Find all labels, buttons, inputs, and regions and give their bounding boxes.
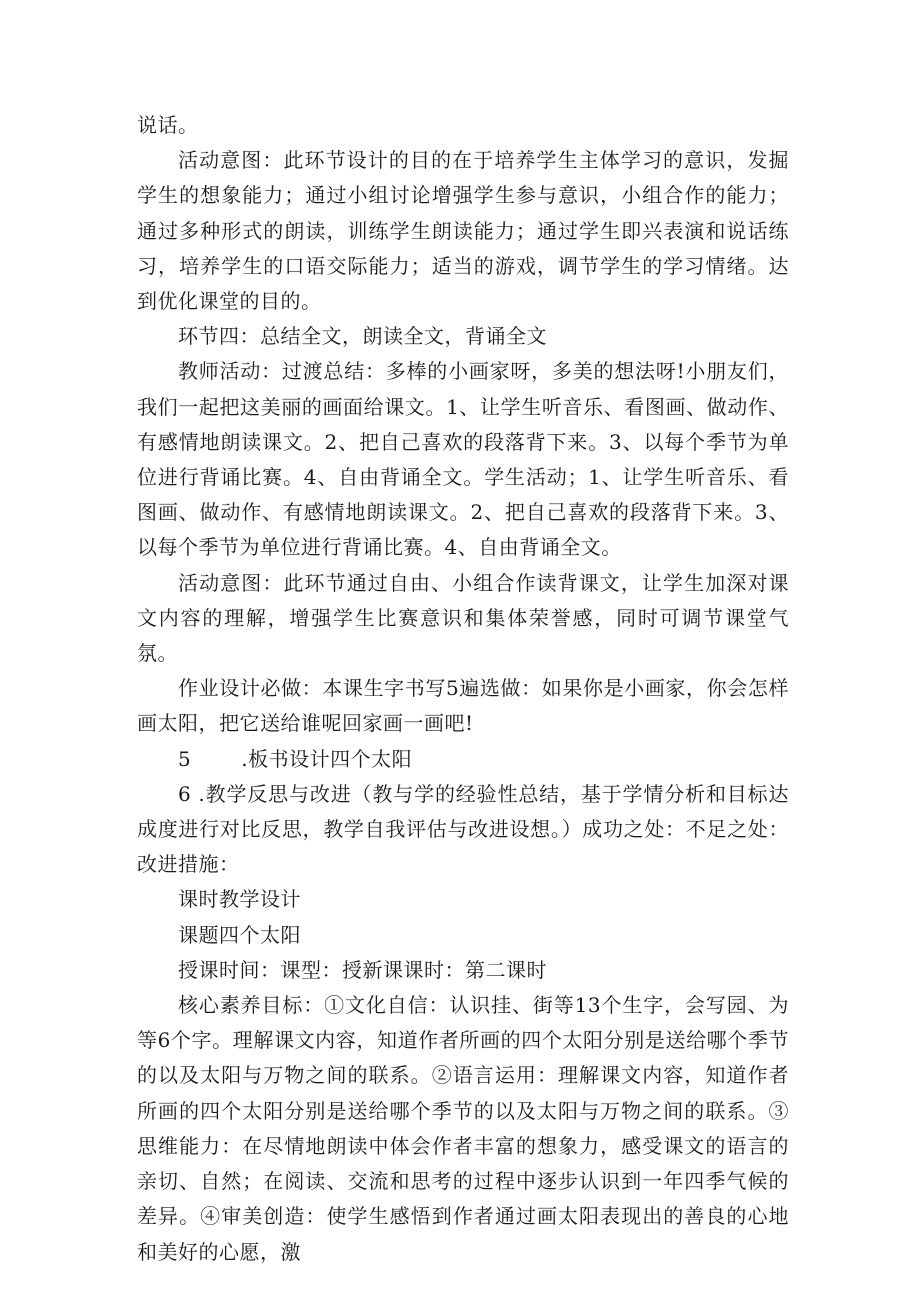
paragraph-lesson-time: 授课时间：课型：授新课课时：第二课时 [178,957,547,982]
paragraph-continuation: 说话。 [137,113,199,137]
list-number: 5 [178,746,192,771]
paragraph-homework: 作业设计必做：本课生字书写5遍选做：如果你是小画家，你会怎样画太阳，把它送给谁呢回家画一画吧! [137,676,789,736]
paragraph-activity-intent: 活动意图：此环节设计的目的在于培养学生主体学习的意识，发掘学生的想象能力；通过小组讨论增强学生参与意识，小组合作的能力；通过多种形式的朗读，训练学生朗读能力；通过学生即兴表演和说话练习，培养学生的口语交际能力；适当的游戏，调节学生的学习情绪。达到优化课堂的目的。 [137,148,789,314]
paragraph-activity-intent-2: 活动意图：此环节通过自由、小组合作读背课文，让学生加深对课文内容的理解，增强学生比赛意识和集体荣誉感，同时可调节课堂气氛。 [137,570,789,666]
paragraph-section-four-heading: 环节四：总结全文，朗读全文，背诵全文 [178,324,547,349]
paragraph-teacher-activity: 教师活动：过渡总结：多棒的小画家呀，多美的想法呀!小朋友们，我们一起把这美丽的画面给课文。1、让学生听音乐、看图画、做动作、有感情地朗读课文。2、把自己喜欢的段落背下来。3、以每个季节为单位进行背诵比赛。4、自由背诵全文。学生活动；1、让学生听音乐、看图画、做动作、有感情地朗读课文。2、把自己喜欢的段落背下来。3、以每个季节为单位进行背诵比赛。4、自由背诵全文。 [137,359,789,560]
paragraph-core-goals: 核心素养目标：①文化自信：认识挂、街等13个生字，会写园、为等6个字。理解课文内容，知道作者所画的四个太阳分别是送给哪个季节的以及太阳与万物之间的联系。②语言运用：理解课文内容，知道作者所画的四个太阳分别是送给哪个季节的以及太阳与万物之间的联系。③思维能力：在尽情地朗读中体会作者丰富的想象力，感受课文的语言的亲切、自然；在阅读、交流和思考的过程中逐步认识到一年四季气候的差异。④审美创造：使学生感悟到作者通过画太阳表现出的善良的心地和美好的心愿，激 [137,993,789,1264]
paragraph-reflection: 6 .教学反思与改进（教与学的经验性总结，基于学情分析和目标达成度进行对比反思，教学自我评估与改进设想。）成功之处：不足之处：改进措施： [137,781,789,877]
paragraph-lesson-topic: 课题四个太阳 [178,922,301,947]
paragraph-lesson-design-title: 课时教学设计 [178,887,301,912]
document-body [137,108,789,1270]
paragraph-board-design [137,742,789,777]
list-text: .板书设计四个太阳 [241,746,413,771]
